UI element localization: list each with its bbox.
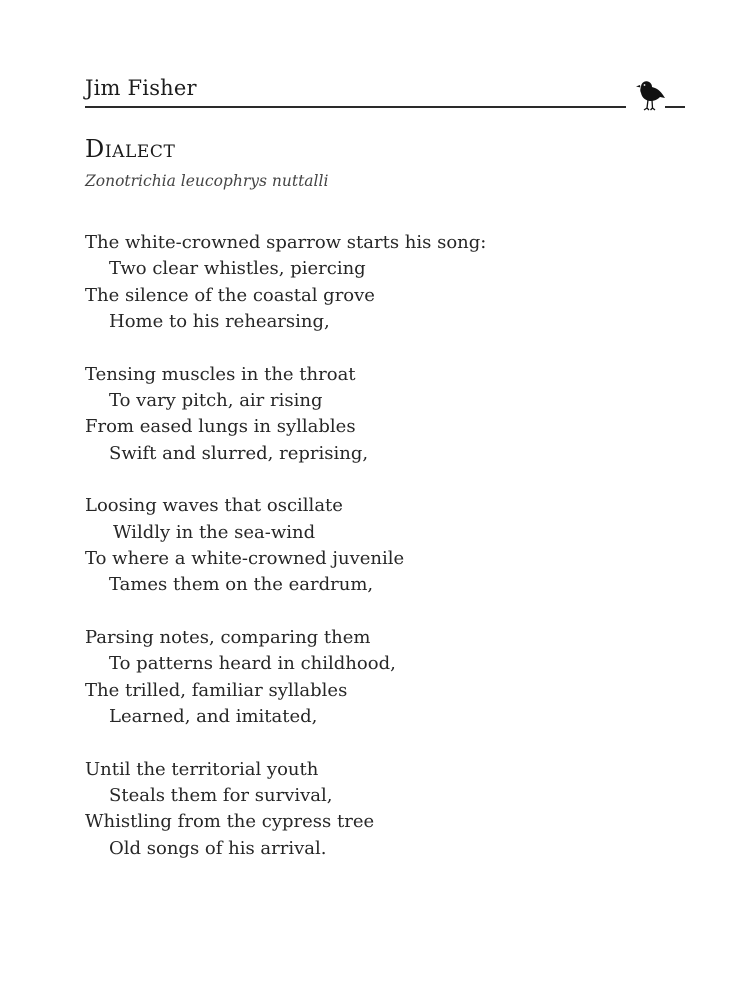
poem-line: Whistling from the cypress tree [85, 811, 375, 833]
poem-line: Tensing muscles in the throat [85, 363, 356, 385]
poem-line: Until the territorial youth [85, 758, 319, 780]
poem-line: Old songs of his arrival. [109, 837, 327, 859]
poem-line: Tames them on the eardrum, [109, 574, 374, 596]
poem-line: From eased lungs in syllables [85, 416, 356, 438]
poem-line: Two clear whistles, piercing [109, 258, 366, 280]
poem-line: Home to his rehearsing, [109, 311, 330, 333]
stanza [85, 493, 645, 599]
header-rule-right [665, 106, 685, 108]
poem-line: To vary pitch, air rising [109, 390, 323, 412]
poem-line: The white-crowned sparrow starts his song: [85, 232, 487, 253]
poem-line: To patterns heard in childhood, [109, 653, 396, 675]
poem-line: Steals them for survival, [109, 784, 333, 806]
header-rule [85, 106, 626, 108]
author-name: Jim Fisher [85, 76, 197, 100]
poem-line: Parsing notes, comparing them [85, 626, 371, 648]
stanza [85, 757, 645, 863]
poem-title: Dialect [85, 135, 176, 163]
poem-line: Loosing waves that oscillate [85, 495, 343, 517]
poem-body [85, 230, 645, 888]
poem-line: The trilled, familiar syllables [85, 679, 348, 701]
page-header [85, 74, 685, 114]
stanza [85, 362, 645, 468]
bird-icon [631, 74, 667, 116]
poem-line: To where a white-crowned juvenile [85, 548, 405, 570]
poem-subtitle: Zonotrichia leucophrys nuttalli [85, 172, 329, 190]
stanza [85, 230, 645, 336]
poem-line: Swift and slurred, reprising, [109, 442, 369, 464]
poem-line: Wildly in the sea-wind [113, 521, 316, 543]
poem-line: Learned, and imitated, [109, 706, 318, 728]
stanza [85, 625, 645, 731]
poem-line: The silence of the coastal grove [85, 284, 375, 306]
